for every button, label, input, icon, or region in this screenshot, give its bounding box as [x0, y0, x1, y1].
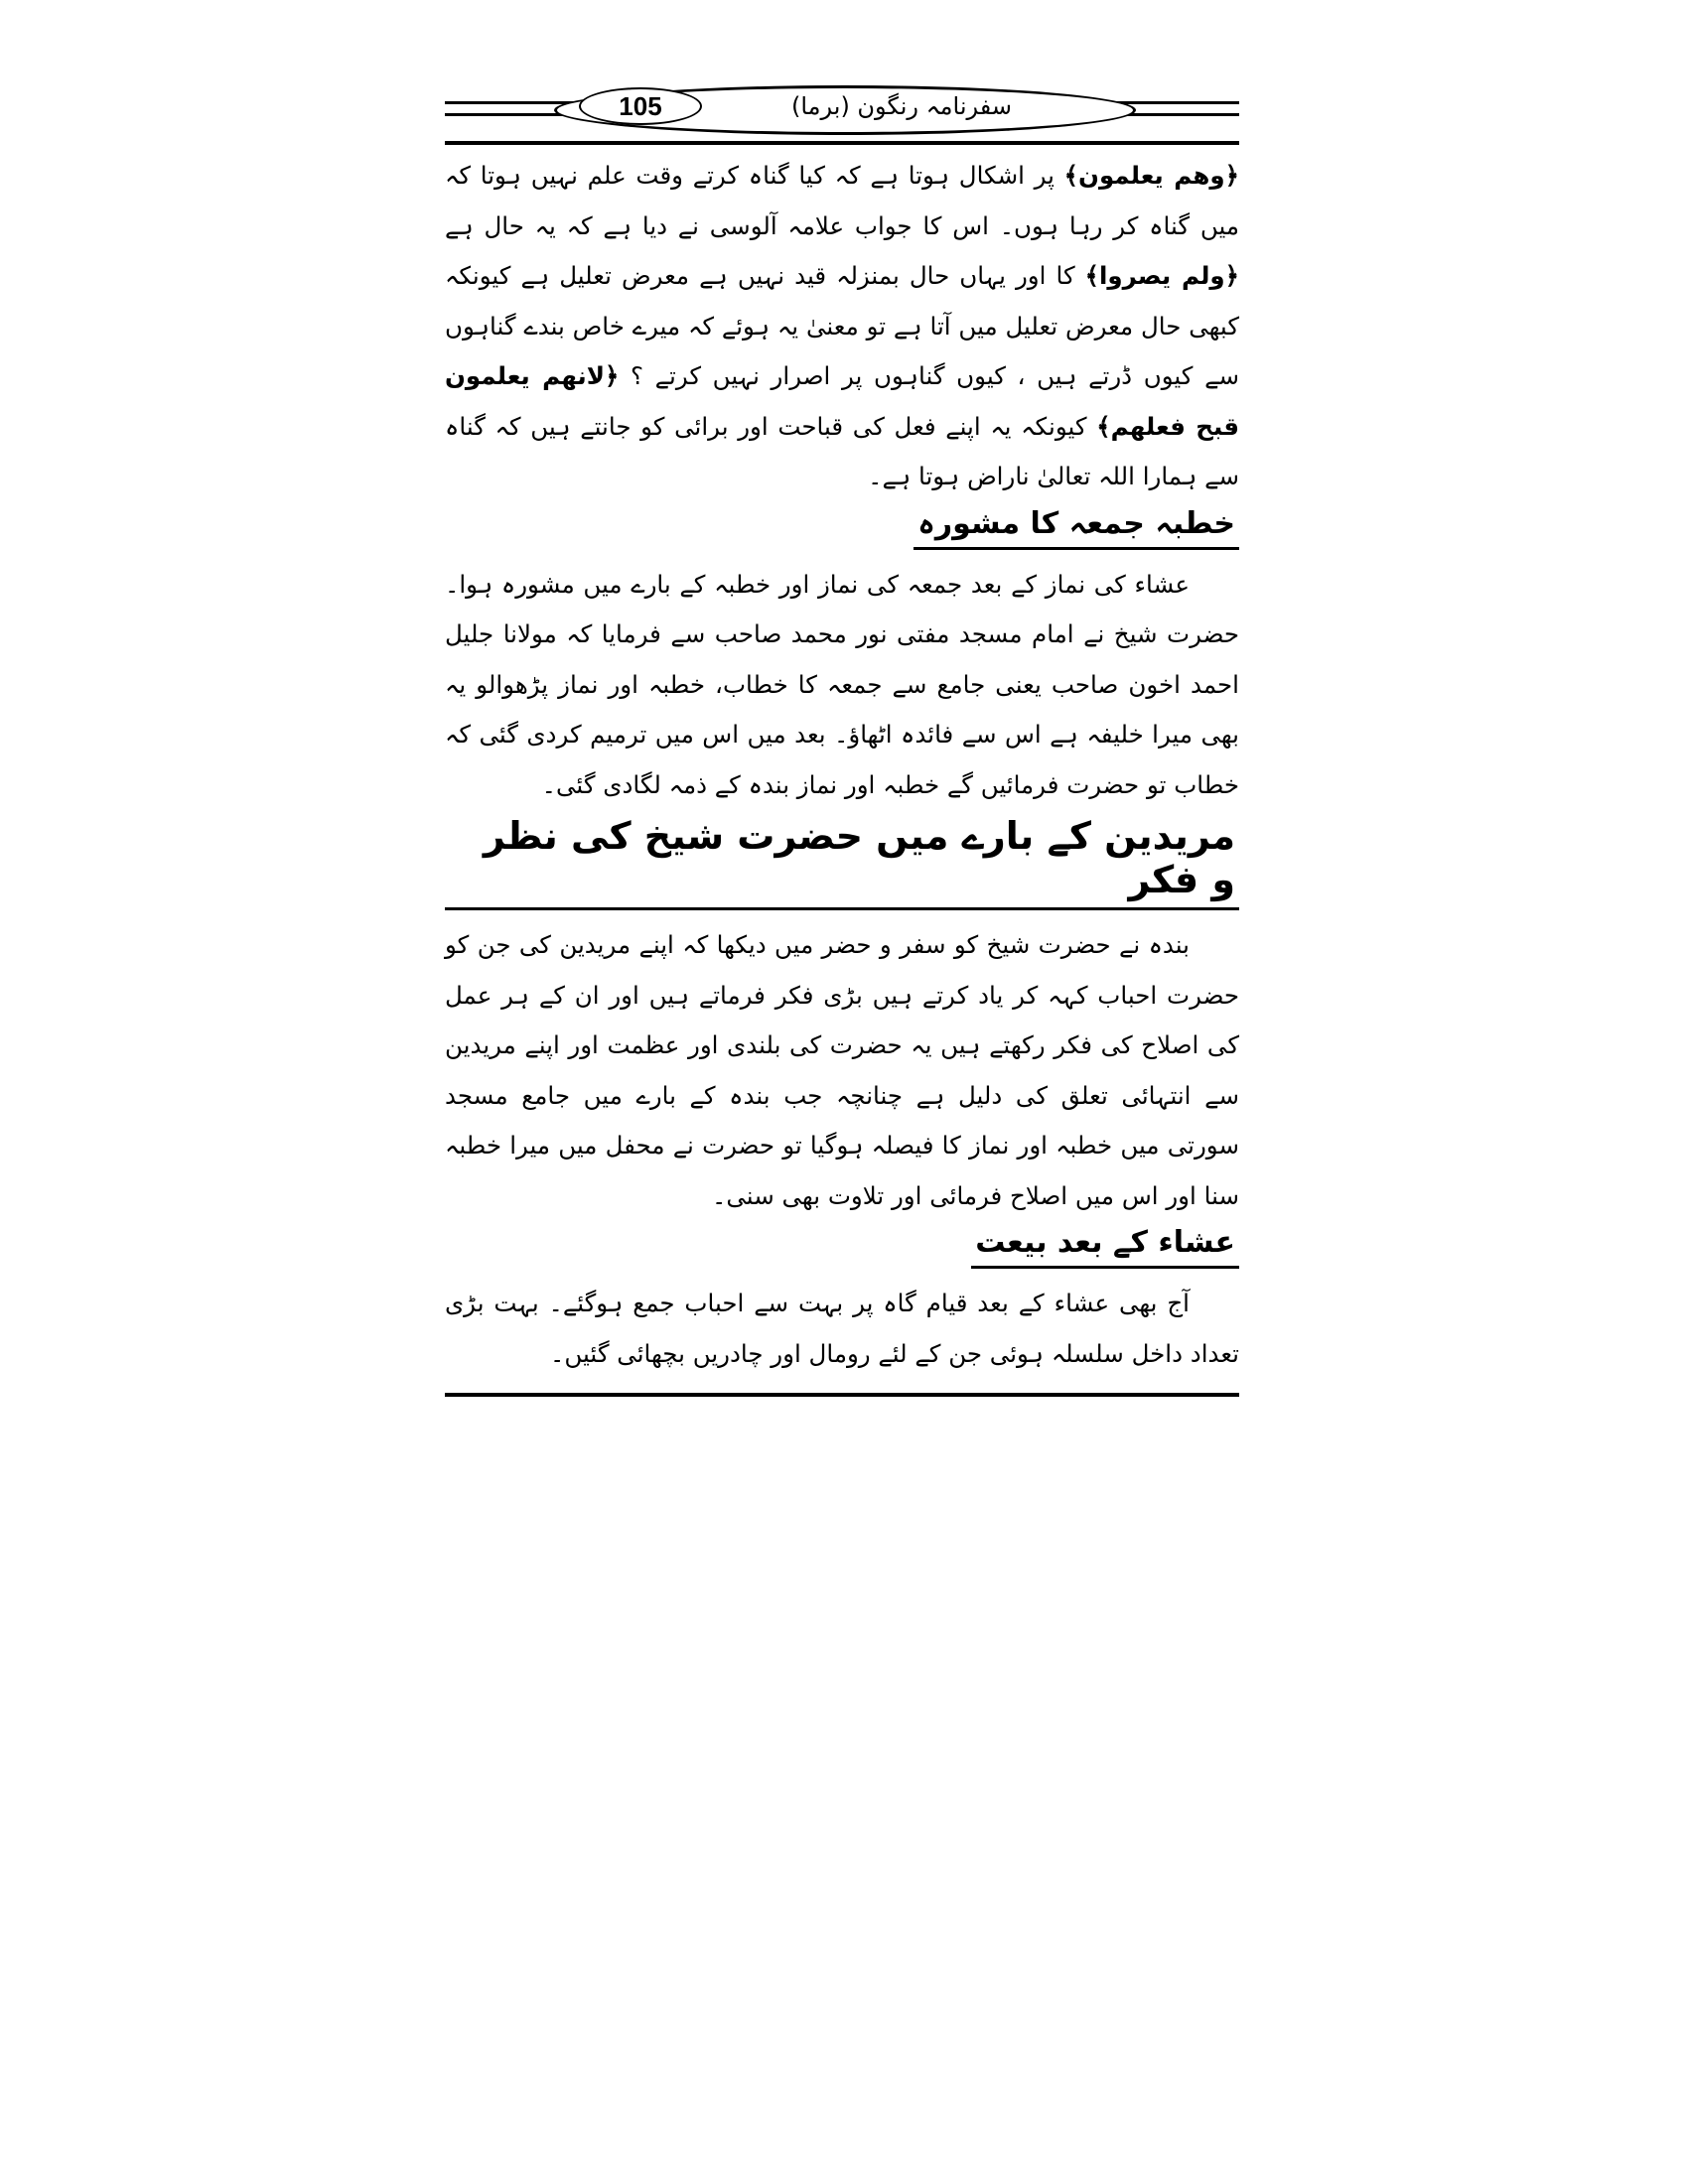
- section-heading: مریدین کے بارے میں حضرت شیخ کی نظر و فکر: [445, 814, 1239, 910]
- intro-paragraph: [445, 151, 1239, 502]
- quran-quote: ﴿ولم یصروا﴾: [1084, 261, 1239, 290]
- quran-quote: ﴿وھم یعلمون﴾: [1063, 161, 1239, 190]
- page-header: [445, 79, 1239, 139]
- footer-divider: [445, 1393, 1239, 1397]
- section-heading-wrap: [445, 814, 1239, 910]
- section-heading: عشاء کے بعد بیعت: [971, 1225, 1239, 1269]
- section-heading-wrap: [445, 1225, 1239, 1269]
- quran-quote: ﴿لانھم یعلمون قبح فعلھم﴾: [445, 361, 1239, 441]
- running-title: سفرنامہ رنگون (برما): [790, 92, 1013, 120]
- section-heading: خطبہ جمعہ کا مشورہ: [914, 506, 1239, 550]
- section-paragraph: عشاء کی نماز کے بعد جمعہ کی نماز اور خطبہ کے بارے میں مشورہ ہوا۔ حضرت شیخ نے امام مسجد مفتی نور محمد صاحب سے فرمایا کہ مولانا جلیل احمد اخون صاحب یعنی جامع سے جمعہ کا خطاب، خطبہ اور نماز پڑھوالو یہ بھی میرا خلیفہ ہے اس سے فائدہ اٹھاؤ۔ بعد میں اس میں ترمیم کردی گئی کہ خطاب تو حضرت فرمائیں گے خطبہ اور نماز بندہ کے ذمہ لگادی گئی۔: [445, 569, 1239, 799]
- paragraph-text: کیونکہ یہ اپنے فعل کی قباحت اور برائی کو جانتے ہیں کہ گناہ سے ہمارا اللہ تعالیٰ ناراض ہوتا ہے۔: [445, 411, 1239, 490]
- header-divider: [445, 141, 1239, 145]
- section-heading-wrap: [445, 506, 1239, 550]
- book-page: [445, 79, 1239, 1397]
- section-paragraph: آج بھی عشاء کے بعد قیام گاہ پر بہت سے احباب جمع ہوگئے۔ بہت بڑی تعداد داخل سلسلہ ہوئی جن کے لئے رومال اور چادریں بچھائی گئیں۔: [445, 1289, 1239, 1368]
- section-paragraph: بندہ نے حضرت شیخ کو سفر و حضر میں دیکھا کہ اپنے مریدین کی جن کو حضرت احباب کہہ کر یاد کرتے ہیں بڑی فکر فرماتے ہیں اور ان کے ہر عمل کی اصلاح کی فکر رکھتے ہیں یہ حضرت کی بلندی اور عظمت اور اپنے مریدین سے انتہائی تعلق کی دلیل ہے چنانچہ جب بندہ کے بارے میں جامع مسجد سورتی میں خطبہ اور نماز کا فیصلہ ہوگیا تو حضرت نے محفل میں میرا خطبہ سنا اور اس میں اصلاح فرمائی اور تلاوت بھی سنی۔: [445, 930, 1239, 1210]
- paragraph-text: کا اور یہاں حال بمنزلہ قید نہیں ہے معرض تعلیل ہے کیونکہ کبھی حال معرض تعلیل میں آتا ہے تو معنیٰ یہ ہوئے کہ میرے خاص بندے گناہوں سے کیوں ڈرتے ہیں ، کیوں گناہوں پر اصرار نہیں کرتے ؟: [445, 261, 1239, 390]
- paragraph-text: پر اشکال ہوتا ہے کہ کیا گناہ کرتے وقت علم نہیں ہوتا کہ میں گناہ کر رہا ہوں۔ اس کا جواب علامہ آلوسی نے دیا ہے کہ یہ حال ہے: [445, 161, 1239, 240]
- page-number: 105: [579, 87, 702, 125]
